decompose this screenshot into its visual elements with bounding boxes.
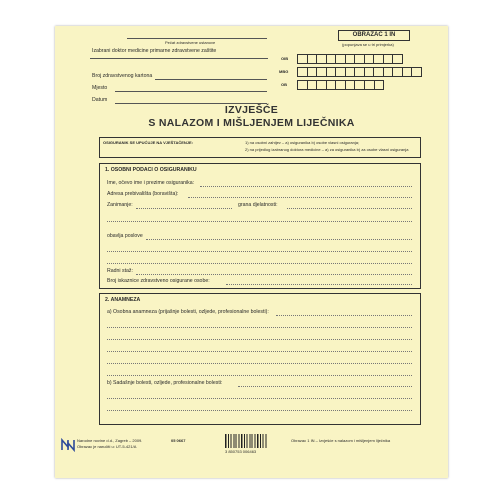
current-illness-label: b) Sadašnje bolesti, ozljede, profesionalne bolesti:: [107, 380, 223, 386]
title-line1: IZVJEŠĆE: [224, 104, 279, 116]
oib-cells[interactable]: [297, 54, 403, 64]
mbg-cells[interactable]: [297, 67, 422, 77]
address-label: Adresa prebivališta (boravišta):: [107, 191, 179, 197]
name-label: Ime, očevo ime i prezime osiguranika:: [107, 180, 195, 186]
publisher-line2: Obrazac je naručiti u: UT-5-421/A: [77, 444, 137, 449]
personal-history-label: a) Osobna anamneza (prijašnje bolesti, ozljede, profesionalne bolesti):: [107, 309, 269, 315]
occupation-label: Zanimanje:: [107, 202, 133, 208]
place-field[interactable]: [115, 91, 267, 92]
personal-history-line-2[interactable]: [107, 327, 412, 328]
personal-history-line-5[interactable]: [107, 363, 412, 364]
referral-label: OSIGURANIK SE UPUĆUJE NA VJEŠTAČENJE:: [103, 140, 194, 145]
personal-history-line-3[interactable]: [107, 339, 412, 340]
address-field[interactable]: [188, 197, 412, 198]
section2-heading: 2. ANAMNEZA: [105, 297, 141, 303]
current-illness-line-2[interactable]: [107, 398, 412, 399]
duties-field-2[interactable]: [107, 251, 412, 252]
form-sheet: [55, 26, 448, 478]
title-line2: S NALAZOM I MIŠLJENJEM LIJEČNIKA: [148, 117, 355, 129]
branch-field[interactable]: [287, 208, 412, 209]
tenure-label: Radni staž:: [107, 268, 133, 274]
duties-field-3[interactable]: [107, 263, 412, 264]
card-number-label: Broj iskaznice zdravstveno osigurane osobe:: [107, 278, 210, 284]
duties-field[interactable]: [146, 239, 412, 240]
referral-option2[interactable]: 2) na prijedlog izabranog doktora medicine – a) za osiguranika b) za osobe vlasni osiguranja: [245, 147, 409, 152]
personal-history-line-6[interactable]: [107, 375, 412, 376]
section1-heading: 1. OSOBNI PODACI O OSIGURANIKU: [105, 167, 197, 173]
date-label: Datum: [92, 97, 108, 103]
doctor-label: Izabrani doktor medicine primarne zdravstvene zaštite: [92, 48, 217, 54]
referral-option1[interactable]: 1) na osobni zahtjev – a) osiguranika b) osobe vlasni osiguranja;: [245, 140, 360, 145]
stamp-caption: Pečat zdravstvene ustanove: [165, 40, 216, 45]
section2-box: [99, 293, 421, 425]
stamp-line: [127, 38, 267, 39]
current-illness-line-3[interactable]: [107, 410, 412, 411]
publisher-line1: Narodne novine d.d., Zagreb – 2009.: [77, 438, 143, 443]
oib-label: OIB: [281, 56, 289, 61]
branch-label: grana djelatnosti:: [238, 202, 278, 208]
card-label: Broj zdravstvenog kartona: [92, 73, 153, 79]
place-label: Mjesto: [92, 85, 108, 91]
tenure-field[interactable]: [136, 274, 412, 275]
duties-label: obavlja poslove: [107, 233, 143, 239]
personal-history-field[interactable]: [276, 315, 412, 316]
blank-line[interactable]: [107, 221, 412, 222]
card-field[interactable]: [155, 79, 267, 80]
publisher-logo-icon: [61, 438, 75, 452]
current-illness-field[interactable]: [238, 386, 412, 387]
form-code-1: 05 0667: [171, 438, 186, 443]
ob-cells[interactable]: [297, 80, 384, 90]
occupation-field[interactable]: [136, 208, 232, 209]
mbg-label: MBG: [279, 69, 289, 74]
form-code-box: [338, 30, 410, 41]
section1-box: [99, 163, 421, 289]
form-reference: Obrazac 1 IN – Izvješće s nalazom i mišljenjem liječnika: [291, 438, 391, 443]
name-field[interactable]: [200, 186, 412, 187]
form-code: OBRAZAC 1 IN: [352, 32, 396, 38]
form-note: (popunjava se u tri primjerka): [342, 42, 394, 47]
personal-history-line-4[interactable]: [107, 351, 412, 352]
referral-box: [99, 137, 421, 158]
doctor-line[interactable]: [90, 58, 268, 59]
barcode-icon: [225, 434, 267, 448]
card-number-field[interactable]: [226, 284, 412, 285]
ob-label: OB: [281, 82, 287, 87]
barcode-number: 3 850753 006463: [225, 449, 257, 454]
